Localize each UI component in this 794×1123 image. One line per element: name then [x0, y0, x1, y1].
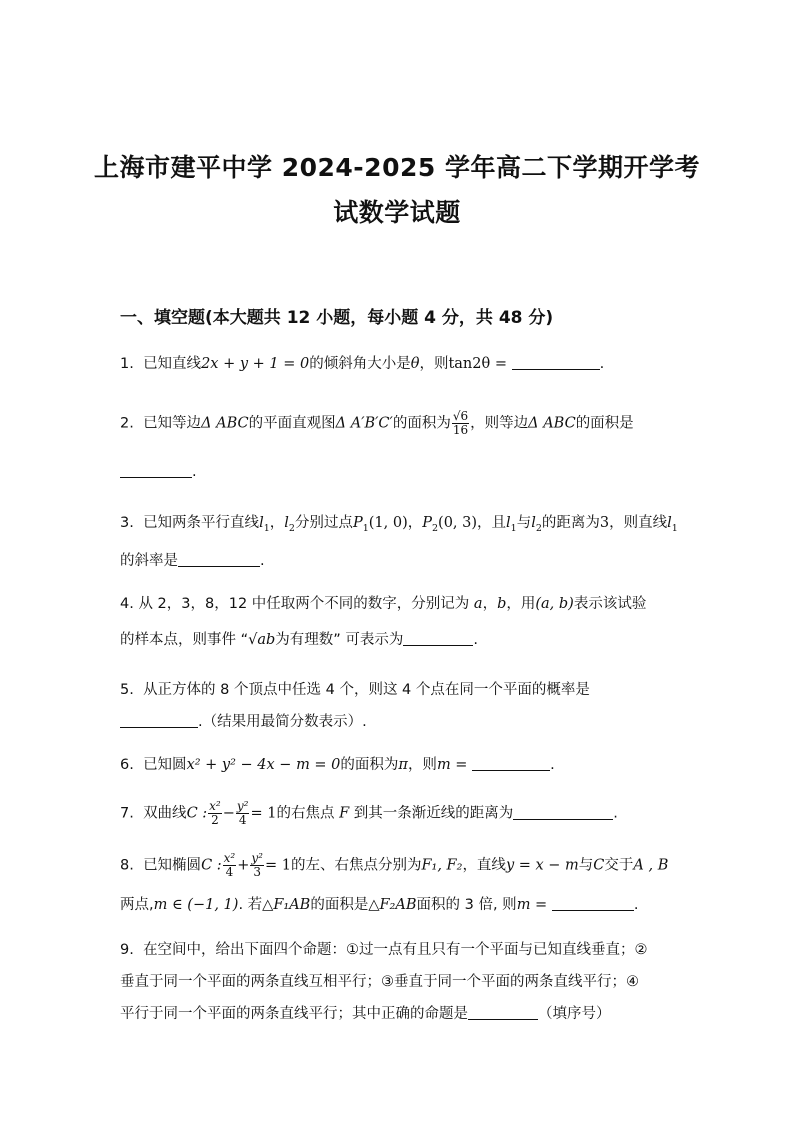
answer-blank-8[interactable] — [552, 896, 634, 911]
answer-blank-1[interactable] — [512, 355, 600, 370]
answer-blank-3[interactable] — [178, 552, 260, 567]
fraction-sqrt6-over-16: $\frac{√6}{16}$ — [452, 409, 469, 437]
answer-blank-9[interactable] — [468, 1005, 538, 1020]
question-2-cont: . — [120, 463, 197, 480]
fraction-y2-over-4: $\frac{\text{y²}}{4}$ — [236, 799, 249, 827]
question-1: 1. 已知直线2x + y + 1 = 0的倾斜角大小是θ，则tan2θ = . — [120, 356, 605, 372]
question-5: 5. 从正方体的 8 个顶点中任选 4 个，则这 4 个点在同一个平面的概率是 — [120, 682, 590, 698]
question-5-cont: .（结果用最简分数表示）. — [120, 710, 367, 731]
fraction-x2-over-2: $\frac{\text{x²}}{2}$ — [209, 799, 221, 827]
answer-blank-5[interactable] — [120, 713, 198, 728]
question-9-cont-2: 平行于同一个平面的两条直线平行；其中正确的命题是 （填序号） — [120, 1006, 611, 1022]
section-heading: 一、填空题(本大题共 12 小题，每小题 4 分，共 48 分) — [120, 308, 554, 328]
answer-blank-7[interactable] — [513, 805, 613, 820]
answer-blank-4[interactable] — [403, 631, 473, 646]
question-9: 9. 在空间中，给出下面四个命题：①过一点有且只有一个平面与已知直线垂直；② — [120, 942, 648, 958]
fraction-y2-over-3: $\frac{\text{y²}}{3}$ — [251, 851, 263, 879]
question-4-cont: 的样本点，则事件 “√ab为有理数” 可表示为 . — [120, 632, 479, 648]
question-8: 8. 已知椭圆C : $\frac{\text{x²}}{4}$ + $\frac{\text{y²}}{3}$ = 1的左、右焦点分别为F₁, F₂，直线y = x − m与C交于A , B — [120, 851, 669, 879]
question-2: 2. 已知等边Δ ABC的平面直观图Δ A′B′C′的面积为 $\frac{√6}{16}$ ，则等边Δ ABC的面积是 — [120, 409, 634, 437]
question-6: 6. 已知圆x² + y² − 4x − m = 0的面积为π，则m = . — [120, 757, 555, 773]
document-title-line2: 试数学试题 — [333, 198, 461, 227]
answer-blank-6[interactable] — [472, 756, 550, 771]
fraction-x2-over-4: $\frac{\text{x²}}{4}$ — [223, 851, 236, 879]
question-8-cont: 两点,m ∈ (−1, 1). 若△F₁AB的面积是△F₂AB面积的 3 倍, 则m = . — [120, 897, 639, 913]
question-4: 4. 从 2，3，8，12 中任取两个不同的数字，分别记为 a，b，用(a, b)表示该试验 — [120, 596, 647, 612]
document-title-line1: 上海市建平中学 2024-2025 学年高二下学期开学考 — [94, 153, 700, 182]
answer-blank-2[interactable] — [120, 463, 192, 478]
question-3-cont: 的斜率是 . — [120, 553, 265, 569]
question-3: 3. 已知两条平行直线$l_1$，$l_2$分别过点$P_1(1$, 0)，$P_2(0$, 3)，且$l_1$与$l_2$的距离为3，则直线$l_1$ — [120, 515, 678, 534]
question-7: 7. 双曲线C : $\frac{\text{x²}}{2}$ − $\frac{\text{y²}}{4}$ = 1的右焦点 F 到其一条渐近线的距离为 . — [120, 799, 618, 827]
question-9-cont-1: 垂直于同一个平面的两条直线互相平行；③垂直于同一个平面的两条直线平行；④ — [120, 974, 639, 990]
